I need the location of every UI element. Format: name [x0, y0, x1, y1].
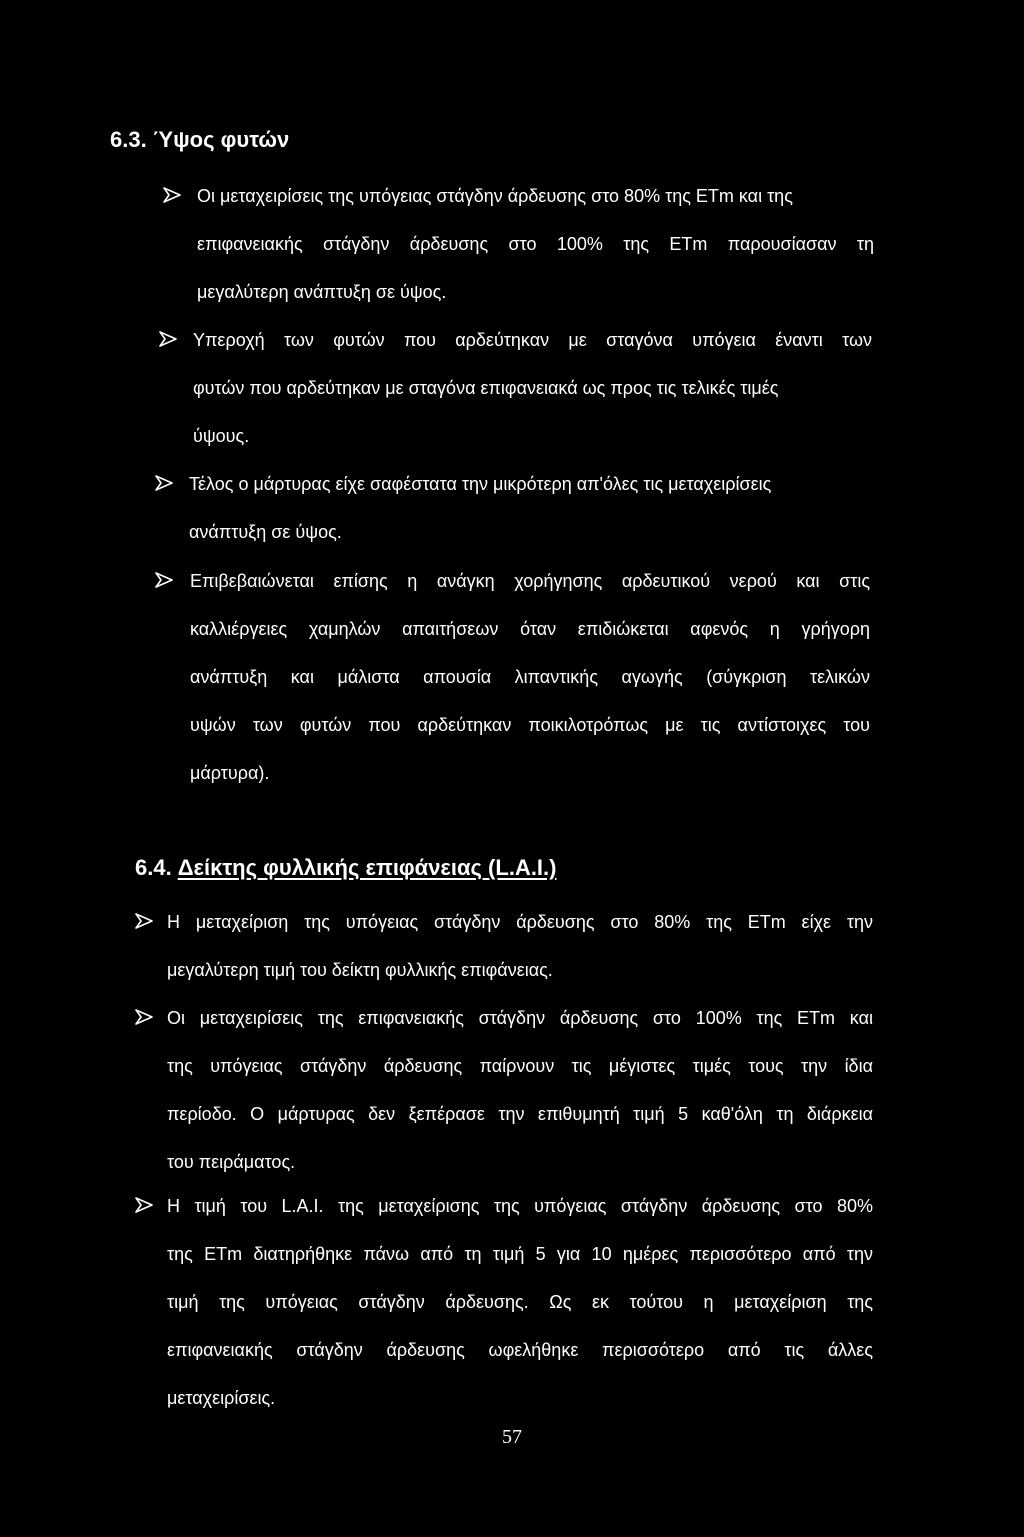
text-line: Επιβεβαιώνεται επίσης η ανάγκη χορήγησης αρδευτικού νερού και στις: [190, 571, 870, 591]
arrowhead-bullet-icon: [135, 1182, 153, 1230]
text-line: Η τιμή του L.A.I. της μεταχείρισης της υπόγειας στάγδην άρδευσης στο 80%: [167, 1196, 873, 1216]
list-item-text: [167, 1182, 873, 1422]
text-line: μεγαλύτερη ανάπτυξη σε ύψος.: [197, 282, 447, 302]
text-line: επιφανειακής στάγδην άρδευσης στο 100% της ETm παρουσίασαν τη: [197, 234, 874, 254]
text-line: Τέλος ο μάρτυρας είχε σαφέστατα την μικρότερη απ'όλες τις μεταχειρίσεις: [189, 474, 772, 494]
list-item: [163, 172, 874, 316]
list-item: [159, 316, 872, 460]
list-item-text: [190, 557, 870, 797]
text-line: φυτών που αρδεύτηκαν με σταγόνα επιφανειακά ως προς τις τελικές τιμές: [193, 378, 779, 398]
text-line: μεγαλύτερη τιμή του δείκτη φυλλικής επιφάνειας.: [167, 960, 553, 980]
arrowhead-bullet-icon: [135, 898, 153, 946]
list-item-text: [167, 898, 873, 994]
text-line: καλλιέργειες χαμηλών απαιτήσεων όταν επιδιώκεται αφενός η γρήγορη: [190, 619, 870, 639]
text-line: ανάπτυξη και μάλιστα απουσία λιπαντικής αγωγής (σύγκριση τελικών: [190, 667, 870, 687]
section-number: 6.4.: [135, 855, 172, 880]
arrowhead-bullet-icon: [159, 316, 177, 364]
section-title: Δείκτης φυλλικής επιφάνειας (L.A.I.): [177, 855, 557, 880]
text-line: ανάπτυξη σε ύψος.: [189, 522, 342, 542]
arrowhead-bullet-icon: [135, 994, 153, 1042]
section-title: Ύψος φυτών: [152, 127, 290, 152]
text-line: της ETm διατηρήθηκε πάνω από τη τιμή 5 για 10 ημέρες περισσότερο από την: [167, 1244, 873, 1264]
section-6-3-heading: [110, 127, 289, 153]
text-line: υψών των φυτών που αρδεύτηκαν ποικιλοτρόπως με τις αντίστοιχες του: [190, 715, 870, 735]
text-line: Υπεροχή των φυτών που αρδεύτηκαν με σταγόνα υπόγεια έναντι των: [193, 330, 872, 350]
list-item: [135, 994, 873, 1186]
section-number: 6.3.: [110, 127, 147, 152]
arrowhead-bullet-icon: [155, 460, 173, 508]
list-item-text: [167, 994, 873, 1186]
list-item: [135, 898, 873, 994]
text-line: μεταχειρίσεις.: [167, 1388, 276, 1408]
text-line: Οι μεταχειρίσεις της επιφανειακής στάγδην άρδευσης στο 100% της ETm και: [167, 1008, 873, 1028]
list-item-text: [197, 172, 874, 316]
text-line: ύψους.: [193, 426, 250, 446]
list-item-text: [193, 316, 872, 460]
list-item: [155, 460, 871, 556]
section-6-4-heading: [135, 855, 556, 881]
list-item: [155, 557, 870, 797]
list-item-text: [189, 460, 871, 556]
text-line: Οι μεταχειρίσεις της υπόγειας στάγδην άρδευσης στο 80% της ETm και της: [197, 186, 793, 206]
text-line: περίοδο. Ο μάρτυρας δεν ξεπέρασε την επιθυμητή τιμή 5 καθ'όλη τη διάρκεια: [167, 1104, 873, 1124]
page-number: 57: [502, 1426, 522, 1448]
arrowhead-bullet-icon: [155, 557, 173, 605]
text-line: επιφανειακής στάγδην άρδευσης ωφελήθηκε περισσότερο από τις άλλες: [167, 1340, 873, 1360]
text-line: του πειράματος.: [167, 1152, 296, 1172]
text-line: τιμή της υπόγειας στάγδην άρδευσης. Ως εκ τούτου η μεταχείριση της: [167, 1292, 873, 1312]
list-item: [135, 1182, 873, 1422]
text-line: μάρτυρα).: [190, 763, 270, 783]
text-line: της υπόγειας στάγδην άρδευσης παίρνουν τις μέγιστες τιμές τους την ίδια: [167, 1056, 873, 1076]
arrowhead-bullet-icon: [163, 172, 181, 220]
text-line: Η μεταχείριση της υπόγειας στάγδην άρδευσης στο 80% της ETm είχε την: [167, 912, 873, 932]
